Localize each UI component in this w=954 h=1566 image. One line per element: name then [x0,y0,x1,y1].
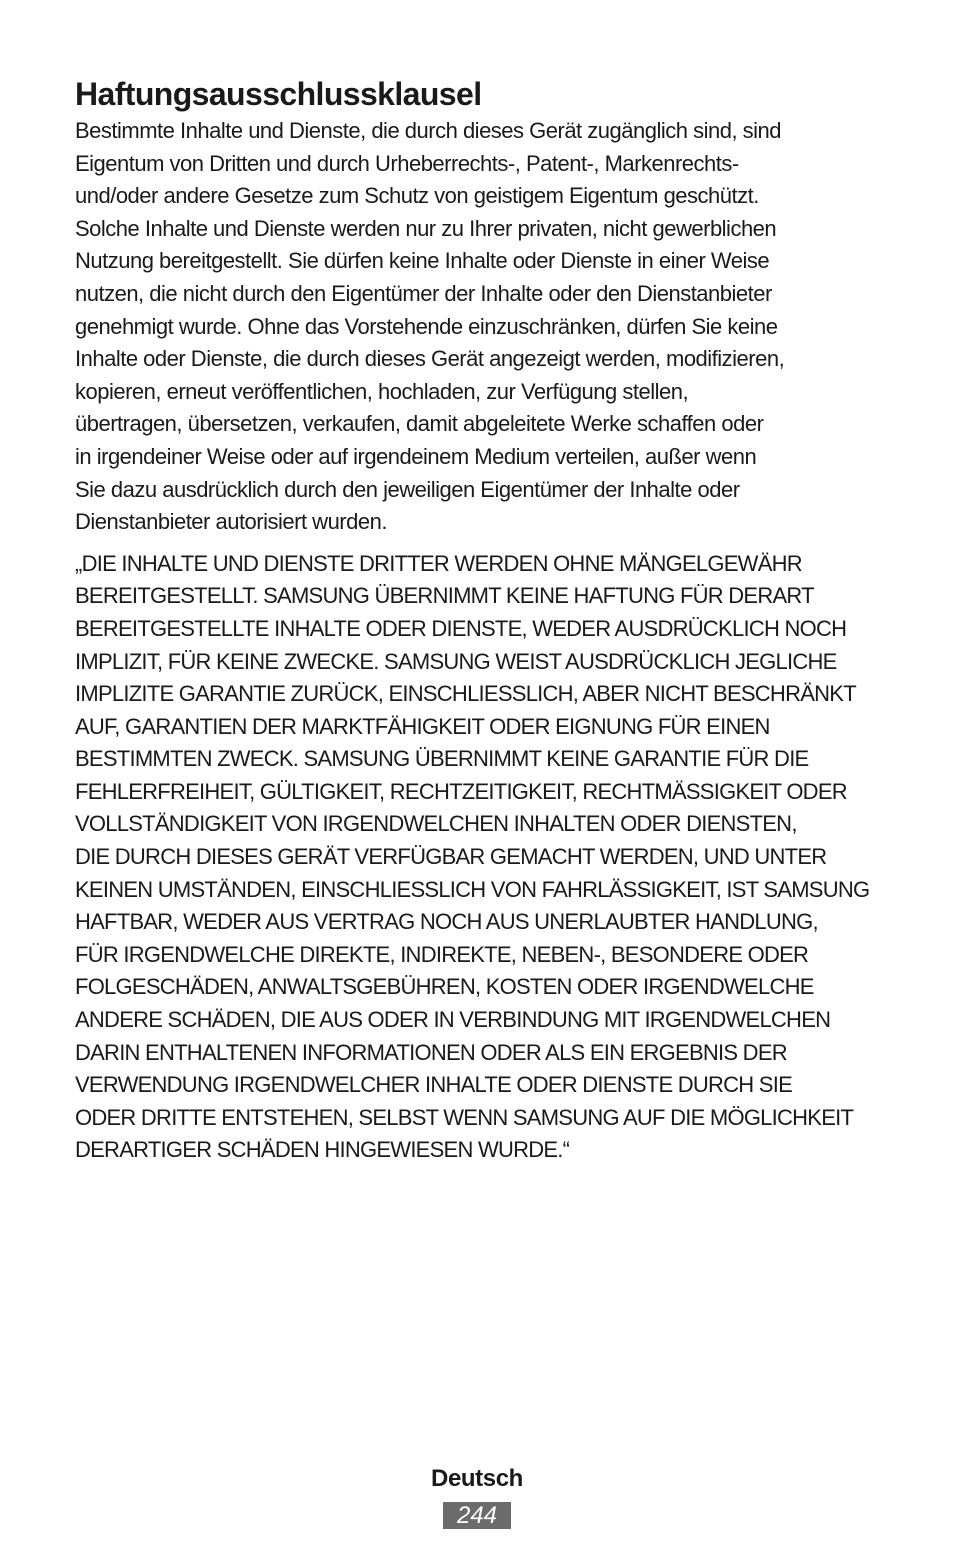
page-footer [0,1462,954,1529]
disclaimer-line: VERWENDUNG IRGENDWELCHER INHALTE ODER DIENSTE DURCH SIE [75,1072,793,1098]
page-title: Haftungsausschlussklausel [75,76,482,112]
disclaimer-line: HAFTBAR, WEDER AUS VERTRAG NOCH AUS UNERLAUBTER HANDLUNG, [75,909,818,935]
intro-line: in irgendeiner Weise oder auf irgendeinem Medium verteilen, außer wenn [75,443,757,469]
disclaimer-line: ODER DRITTE ENTSTEHEN, SELBST WENN SAMSUNG AUF DIE MÖGLICHKEIT [75,1104,854,1130]
disclaimer-line: FEHLERFREIHEIT, GÜLTIGKEIT, RECHTZEITIGKEIT, RECHTMÄSSIGKEIT ODER [75,778,847,804]
intro-line: Sie dazu ausdrücklich durch den jeweiligen Eigentümer der Inhalte oder [75,476,740,502]
intro-paragraph [75,115,890,539]
intro-line: und/oder andere Gesetze zum Schutz von geistigem Eigentum geschützt. [75,183,759,209]
disclaimer-line: FÜR IRGENDWELCHE DIREKTE, INDIREKTE, NEBEN-, BESONDERE ODER [75,941,809,967]
disclaimer-line: BEREITGESTELLTE INHALTE ODER DIENSTE, WEDER AUSDRÜCKLICH NOCH [75,615,847,641]
intro-line: Nutzung bereitgestellt. Sie dürfen keine Inhalte oder Dienste in einer Weise [75,248,770,274]
intro-line: Eigentum von Dritten und durch Urheberrechts-, Patent-, Markenrechts- [75,150,739,176]
disclaimer-line: VOLLSTÄNDIGKEIT VON IRGENDWELCHEN INHALTEN ODER DIENSTEN, [75,811,797,837]
disclaimer-line: FOLGESCHÄDEN, ANWALTSGEBÜHREN, KOSTEN ODER IRGENDWELCHE [75,974,814,1000]
intro-line: Inhalte oder Dienste, die durch dieses Gerät angezeigt werden, modifizieren, [75,346,785,372]
intro-line: genehmigt wurde. Ohne das Vorstehende einzuschränken, dürfen Sie keine [75,313,778,339]
intro-line: Bestimmte Inhalte und Dienste, die durch dieses Gerät zugänglich sind, sind [75,118,782,143]
intro-line: nutzen, die nicht durch den Eigentümer der Inhalte oder den Dienstanbieter [75,280,772,306]
disclaimer-paragraph [75,548,890,1167]
disclaimer-line: DIE DURCH DIESES GERÄT VERFÜGBAR GEMACHT WERDEN, UND UNTER [75,844,827,870]
intro-line: Dienstanbieter autorisiert wurden. [75,509,387,535]
document-body [75,74,890,1167]
disclaimer-line: IMPLIZIT, FÜR KEINE ZWECKE. SAMSUNG WEIST AUSDRÜCKLICH JEGLICHE [75,648,837,674]
disclaimer-line: BESTIMMTEN ZWECK. SAMSUNG ÜBERNIMMT KEINE GARANTIE FÜR DIE [75,746,809,772]
disclaimer-line: AUF, GARANTIEN DER MARKTFÄHIGKEIT ODER EIGNUNG FÜR EINEN [75,713,770,739]
disclaimer-line: ANDERE SCHÄDEN, DIE AUS ODER IN VERBINDUNG MIT IRGENDWELCHEN [75,1007,831,1033]
disclaimer-line: DERARTIGER SCHÄDEN HINGEWIESEN WURDE.“ [75,1137,570,1163]
intro-line: Solche Inhalte und Dienste werden nur zu Ihrer privaten, nicht gewerblichen [75,215,777,241]
intro-line: kopieren, erneut veröffentlichen, hochladen, zur Verfügung stellen, [75,378,689,404]
footer-language: Deutsch [431,1465,523,1492]
disclaimer-line: „DIE INHALTE UND DIENSTE DRITTER WERDEN OHNE MÄNGELGEWÄHR [75,550,802,576]
disclaimer-line: IMPLIZITE GARANTIE ZURÜCK, EINSCHLIESSLICH, ABER NICHT BESCHRÄNKT [75,681,856,707]
disclaimer-line: DARIN ENTHALTENEN INFORMATIONEN ODER ALS EIN ERGEBNIS DER [75,1039,787,1065]
disclaimer-line: BEREITGESTELLT. SAMSUNG ÜBERNIMMT KEINE HAFTUNG FÜR DERART [75,583,814,609]
disclaimer-line: KEINEN UMSTÄNDEN, EINSCHLIESSLICH VON FAHRLÄSSIGKEIT, IST SAMSUNG [75,876,870,902]
intro-line: übertragen, übersetzen, verkaufen, damit abgeleitete Werke schaffen oder [75,411,764,437]
page-number-badge: 244 [443,1502,511,1529]
